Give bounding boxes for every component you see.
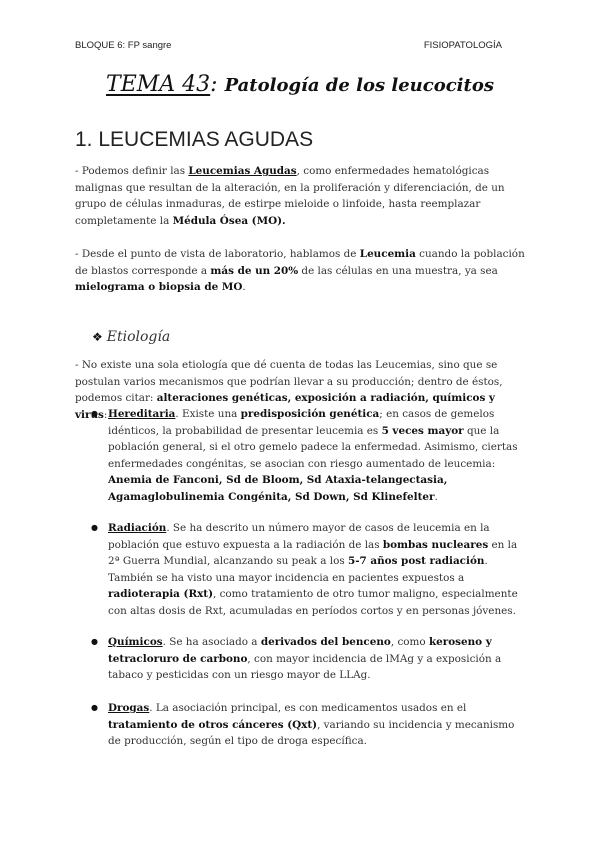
- diamond-bullet-icon: ❖: [92, 330, 103, 344]
- paragraph-definition: [75, 163, 530, 229]
- p1-t1: - Podemos definir las: [75, 165, 189, 177]
- b3-t1: . Se ha asociado a: [162, 636, 261, 648]
- b1-t2: ; en casos de gemelos idénticos, la probabilidad de presentar leucemia es: [108, 408, 495, 437]
- b1-k3: Anemia de Fanconi, Sd de Bloom, Sd Ataxia-telangectasia, Agamaglobulinemia Congénita, Sd Down, Sd Klinefelter: [108, 474, 448, 503]
- paragraph-laboratory: [75, 246, 530, 296]
- b1-k0: Hereditaria: [108, 408, 176, 420]
- b3-k0: Químicos: [108, 636, 163, 648]
- p2-t3: de las células en una muestra, ya sea: [298, 264, 498, 277]
- b1-k2: 5 veces mayor: [381, 424, 464, 437]
- b1-t4: .: [434, 490, 438, 503]
- b1-t1: . Existe una: [175, 408, 241, 420]
- subsection-heading: [92, 329, 170, 345]
- page-title: [0, 72, 600, 97]
- p3-k1: alteraciones genéticas, exposición a radiación, químicos y virus: [75, 392, 495, 421]
- header-left: BLOQUE 6: FP sangre: [75, 40, 172, 51]
- bullet-hereditaria: [108, 406, 530, 505]
- title-number: TEMA 43: [106, 72, 211, 97]
- b2-t2: en la 2ª Guerra Mundial, alcanzando su peak a los: [108, 538, 518, 567]
- b4-k1: tratamiento de otros cánceres (Qxt): [108, 718, 318, 731]
- title-name: Patología de los leucocitos: [224, 75, 494, 96]
- p2-k3: mielograma o biopsia de MO: [75, 281, 243, 293]
- p2-t1: - Desde el punto de vista de laboratorio, hablamos de: [75, 248, 360, 260]
- b3-k1: derivados del benceno: [260, 636, 391, 648]
- p2-k2: más de un 20%: [210, 264, 299, 277]
- title-separator: :: [210, 72, 225, 97]
- b3-t3: , con mayor incidencia de lMAg y a exposición a tabaco y pesticidas con un riesgo mayor de LLAg.: [108, 652, 502, 681]
- header-right: FISIOPATOLOGÍA: [423, 40, 502, 51]
- b3-k2: keroseno y tetracloruro de carbono: [108, 636, 492, 665]
- subsection-title: Etiología: [106, 329, 171, 345]
- p2-t4: .: [242, 281, 246, 293]
- b2-k2: 5-7 años post radiación: [347, 555, 485, 567]
- p1-k2: Médula Ósea (MO).: [172, 214, 286, 227]
- b2-k1: bombas nucleares: [382, 538, 489, 551]
- b4-t1: . La asociación principal, es con medicamentos usados en el: [149, 702, 467, 714]
- p2-k1: Leucemia: [359, 248, 416, 260]
- b4-k0: Drogas: [108, 702, 150, 714]
- b2-k3: radioterapia (Rxt): [108, 588, 213, 600]
- p1-t2: , como enfermedades hematológicas malignas que resultan de la alteración, en la proliferación y diferenciación, de un grupo de células inmaduras, de estirpe mieloide o linfoide, hasta reemplazar completamente la: [75, 165, 505, 227]
- bullet-radiacion: [108, 520, 530, 619]
- p1-k1: Leucemias Agudas: [188, 165, 297, 177]
- b2-t4: , como tratamiento de otro tumor maligno, especialmente con altas dosis de Rxt, acumuladas en períodos cortos y en personas jóvenes.: [108, 588, 518, 617]
- b1-k1: predisposición genética: [240, 408, 380, 420]
- b1-t3: que la población general, si el otro gemelo padece la enfermedad. Asimismo, ciertas enfermedades congénitas, se asocian con riesgo aumentado de leucemia:: [108, 424, 518, 470]
- section-heading: 1. LEUCEMIAS AGUDAS: [75, 128, 314, 151]
- bullet-drogas: [108, 700, 530, 750]
- b4-t2: , variando su incidencia y mecanismo de producción, según el tipo de droga específica.: [108, 718, 515, 747]
- b2-k0: Radiación: [108, 522, 167, 534]
- b3-t2: , como: [390, 636, 429, 648]
- p3-t2: :: [103, 408, 108, 421]
- b2-t3: . También se ha visto una mayor incidencia en pacientes expuestos a: [108, 555, 488, 584]
- b2-t1: . Se ha descrito un número mayor de casos de leucemia en la población que estuvo expuesta a la radiación de las: [108, 522, 490, 551]
- p2-t2: cuando la población de blastos corresponde a: [75, 248, 525, 277]
- bullet-quimicos: [108, 634, 530, 684]
- p3-t1: - No existe una sola etiología que dé cuenta de todas las Leucemias, sino que se postulan varios mecanismos que podrían llevar a su producción; dentro de éstos, podemos citar:: [75, 359, 503, 404]
